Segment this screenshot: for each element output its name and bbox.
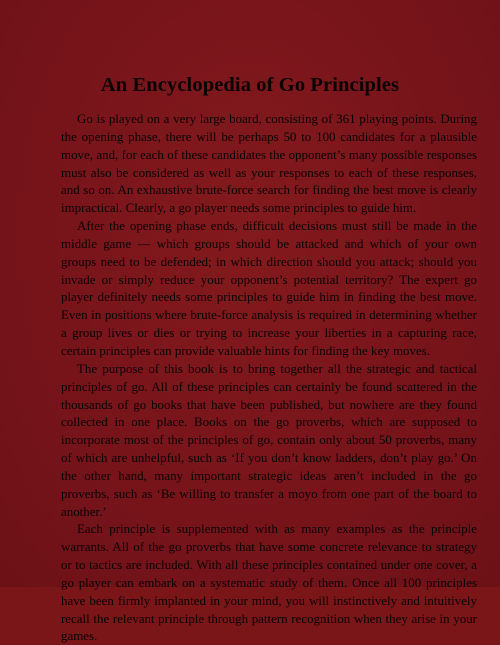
paragraph: Each principle is supplemented with as many examples as the principle warrants. All of the go proverbs that have some concrete relevance to strategy or to tactics are included. With all these principles contained under one cover, a go player can embark on a systematic study of them. Once all 100 principles have been firmly implanted in your mind, you will instinctively and intuitively recall the relevant principle through pattern recognition when they arise in your games. [61,521,477,644]
blurb-text [61,110,477,645]
book-title: An Encyclopedia of Go Principles [100,74,400,96]
paragraph: After the opening phase ends, difficult decisions must still be made in the middle game — which groups should be attacked and which of your own groups need to be defended; in which direction should you attack; should you invade or simply reduce your opponent’s potential territory? The expert go player definitely needs some principles to guide him in finding the best move. Even in positions where brute-force analysis is required in determining whether a group lives or dies or trying to increase your liberties in a capturing race, certain principles can provide valuable hints for finding the key moves. [61,218,477,358]
paragraph: Go is played on a very large board, consisting of 361 playing points. During the opening phase, there will be perhaps 50 to 100 candidates for a plausible move, and, for each of these candidates the opponent’s many possible responses must also be considered as well as your responses to each of these responses, and so on. An exhaustive brute-force search for finding the best move is clearly impractical. Clearly, a go player needs some principles to guide him. [61,111,477,216]
paragraph: The purpose of this book is to bring together all the strategic and tactical principles of go. All of these principles can certainly be found scattered in the thousands of go books that have been published, but nowhere are they found collected in one place. Books on the go proverbs, which are supposed to incorporate most of the principles of go, contain only about 50 proverbs, many of which are unhelpful, such as ‘If you don’t know ladders, don’t play go.’ On the other hand, many important strategic ideas aren’t included in the go proverbs, such as ‘Be willing to transfer a moyo from one part of the board to another.’ [61,360,477,519]
